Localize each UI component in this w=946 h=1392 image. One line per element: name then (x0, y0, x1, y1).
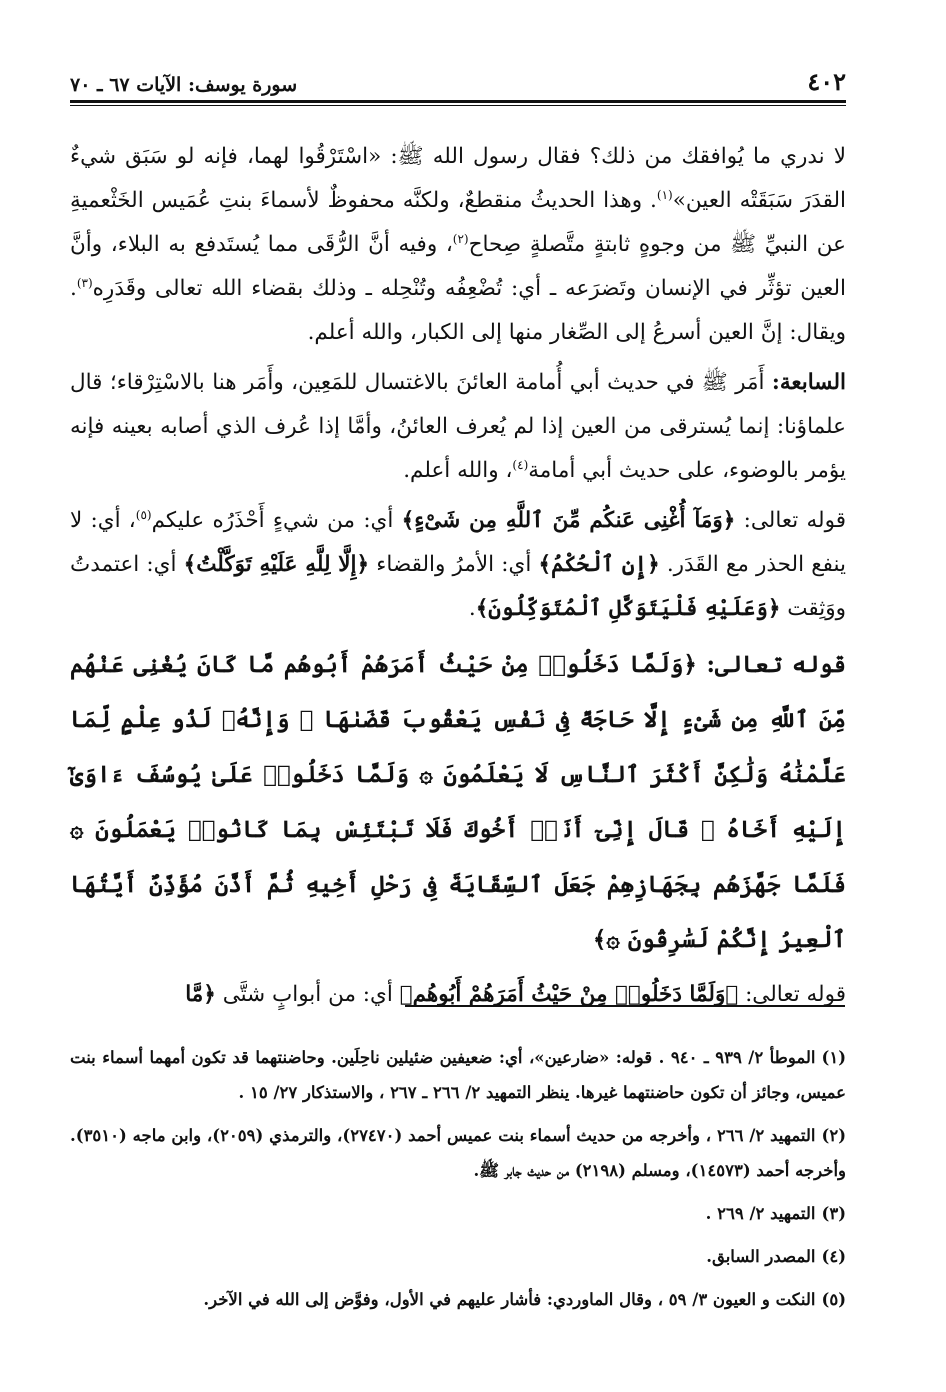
text-run: أي: من شيءٍ أَحْذَرُه عليكم (151, 508, 402, 533)
text-run: قوله تعالى: (735, 508, 846, 533)
text-run: . وهذا الحديثُ منقطعٌ، ولكنَّه محفوظٌ لأسماءَ بنتِ عُمَيس الخَثْعميةِ عن النبيِّ ﷺ من وجوهٍ ثابتةٍ متَّصلةٍ صِحاح (70, 188, 846, 257)
footnote-text: التمهيد ٢/ ٢٦٩ . (705, 1204, 816, 1223)
footnote-ref[interactable]: (٣) (76, 275, 93, 290)
quran-quote: ﴿وَلَمَّا دَخَلُوا۟ مِنْ حَيْثُ أَمَرَهُمْ أَبُوهُم﴾ (399, 982, 739, 1007)
paragraph-verse-explanation (70, 499, 846, 631)
quran-quote: ﴿إِنِ ٱلْحُكْمُ﴾ (538, 552, 660, 577)
issue-heading: السابعة: (771, 370, 846, 395)
footnote-text: التمهيد ٢/ ٢٦٦ ، وأخرجه من حديث أسماء بنت عميس أحمد (٢٧٤٧٠)، والترمذي (٢٠٥٩)، وابن ماجه (٣٥١٠). وأخرجه أحمد (١٤٥٧٣)، ومسلم (٢١٩٨) من حديث جابر ﷺ. (70, 1126, 846, 1180)
quran-quote: ﴿إِلَّا لِلَّهِ عَلَيْهِ تَوَكَّلْتُ﴾ (183, 552, 370, 577)
text-run: قوله تعالى: (738, 982, 846, 1007)
footnote-text: الموطأ ٢/ ٩٣٩ ـ ٩٤٠ . قوله: «ضارعين»، أي: ضعيفين ضئيلين ناحِلَين. وحاضنتهما قد تكون أمهما أسماء بنت عميس، وجائز أن تكون حاضنتهما غيرها. ينظر التمهيد ٢/ ٢٦٦ ـ ٢٦٧ ، والاستذكار ٢٧/ ١٥ . (70, 1048, 846, 1102)
text-run: أي: من أبوابٍ شتَّى (215, 982, 400, 1007)
text-run: ، وفيه أنَّ الرُّقَى مما يُستَدفع به البلاء، وأنَّ العين تؤثِّر في الإنسان وتَضرَعه ـ أي: تُضْعِفُه وتُنْحِله ـ وذلك بقضاء الله تعالى وقَدَرِه (70, 232, 846, 301)
footnote-number: (٣) (821, 1204, 846, 1223)
text-run: لا ندري ما يُوافقك من ذلك؟ فقال رسول الله ﷺ: «اسْتَرْقُوا لهما، فإنه لو سَبَق شيءٌ القدَرَ سَبَقَتْه العين» (70, 144, 846, 213)
footnote-3 (70, 1196, 846, 1231)
page-header (70, 58, 846, 96)
footnote-number: (٤) (821, 1247, 846, 1266)
header-rule (70, 100, 846, 106)
footnote-ref[interactable]: (٥) (135, 507, 152, 522)
running-title: سورة يوسف: الآيات ٦٧ ـ ٧٠ (70, 74, 298, 96)
footnote-ref[interactable]: (٢) (452, 231, 469, 246)
quran-quote: ﴿وَعَلَيْهِ فَلْيَتَوَكَّلِ ٱلْمُتَوَكِّلُونَ﴾ (475, 596, 781, 621)
quran-quote: ﴿مَّا (185, 982, 216, 1007)
footnote-1 (70, 1040, 846, 1110)
quran-verses-text: ﴿وَلَمَّا دَخَلُوا۟ مِنْ حَيْثُ أَمَرَهُمْ أَبُوهُم مَّا كَانَ يُغْنِى عَنْهُم مِّنَ ٱللَّهِ مِن شَىْءٍ إِلَّا حَاجَةً فِى نَفْسِ يَعْقُوبَ قَضَىٰهَا ۚ وَإِنَّهُۥ لَذُو عِلْمٍ لِّمَا عَلَّمْنَٰهُ وَلَٰكِنَّ أَكْثَرَ ٱلنَّاسِ لَا يَعْلَمُونَ ۞ وَلَمَّا دَخَلُوا۟ عَلَىٰ يُوسُفَ ءَاوَىٰٓ إِلَيْهِ أَخَاهُ ۖ قَالَ إِنِّىٓ أَنَا۠ أَخُوكَ فَلَا تَبْتَئِسْ بِمَا كَانُوا۟ يَعْمَلُونَ ۞ فَلَمَّا جَهَّزَهُم بِجَهَازِهِمْ جَعَلَ ٱلسِّقَايَةَ فِى رَحْلِ أَخِيهِ ثُمَّ أَذَّنَ مُؤَذِّنٌ أَيَّتُهَا ٱلْعِيرُ إِنَّكُمْ لَسَٰرِقُونَ ۞﴾ (70, 651, 846, 953)
footnote-4 (70, 1239, 846, 1274)
verses-lead: قوله تعالى: (696, 651, 847, 678)
text-run: . ويقال: إنَّ العين أسرعُ إلى الصِّغار منها إلى الكبار، والله أعلم. (70, 276, 846, 345)
footnotes (70, 1040, 846, 1317)
footnote-text: المصدر السابق. (706, 1247, 816, 1266)
footnote-number: (٥) (821, 1290, 846, 1309)
paragraph-continued (70, 973, 846, 1017)
footnote-5 (70, 1282, 846, 1317)
footnote-2 (70, 1118, 846, 1188)
main-text (70, 135, 846, 1017)
text-run: ، والله أعلم. (403, 458, 513, 483)
footnote-separator (405, 1005, 845, 1007)
paragraph-hadith-commentary (70, 135, 846, 355)
text-run: أي: اعتمدتُ ووَثِقت (70, 552, 846, 621)
footnote-text: النكت و العيون ٣/ ٥٩ ، وقال الماوردي: فأشار عليهم في الأول، وفوَّض إلى الله في الآخر. (203, 1290, 816, 1309)
quran-verses-block (70, 637, 846, 967)
paragraph-seventh-issue (70, 361, 846, 493)
text-run: أَمَر ﷺ في حديث أبي أُمامة العائنَ بالاغتسال للمَعِين، وأَمَر هنا بالاسْتِرْقاء؛ قال علماؤنا: إنما يُسترقى من العين إذا لم يُعرف العائنُ، وأمَّا إذا عُرف الذي أصابه بعينه فإنه يؤمر بالوضوء، على حديث أبي أمامة (70, 370, 846, 483)
text-run: . (468, 596, 476, 621)
text-run: ، أي: لا ينفع الحذر مع القَدَر. (70, 508, 846, 577)
footnote-number: (٢) (821, 1126, 846, 1145)
footnote-number: (١) (821, 1048, 846, 1067)
page-number: ٤٠٢ (807, 67, 846, 96)
footnote-ref[interactable]: (١) (656, 187, 673, 202)
footnote-ref[interactable]: (٤) (512, 457, 529, 472)
text-run: أي: الأمرُ والقضاء (369, 552, 539, 577)
quran-quote: ﴿وَمَآ أُغْنِى عَنكُم مِّنَ ٱللَّهِ مِن شَىْءٍ﴾ (401, 508, 736, 533)
